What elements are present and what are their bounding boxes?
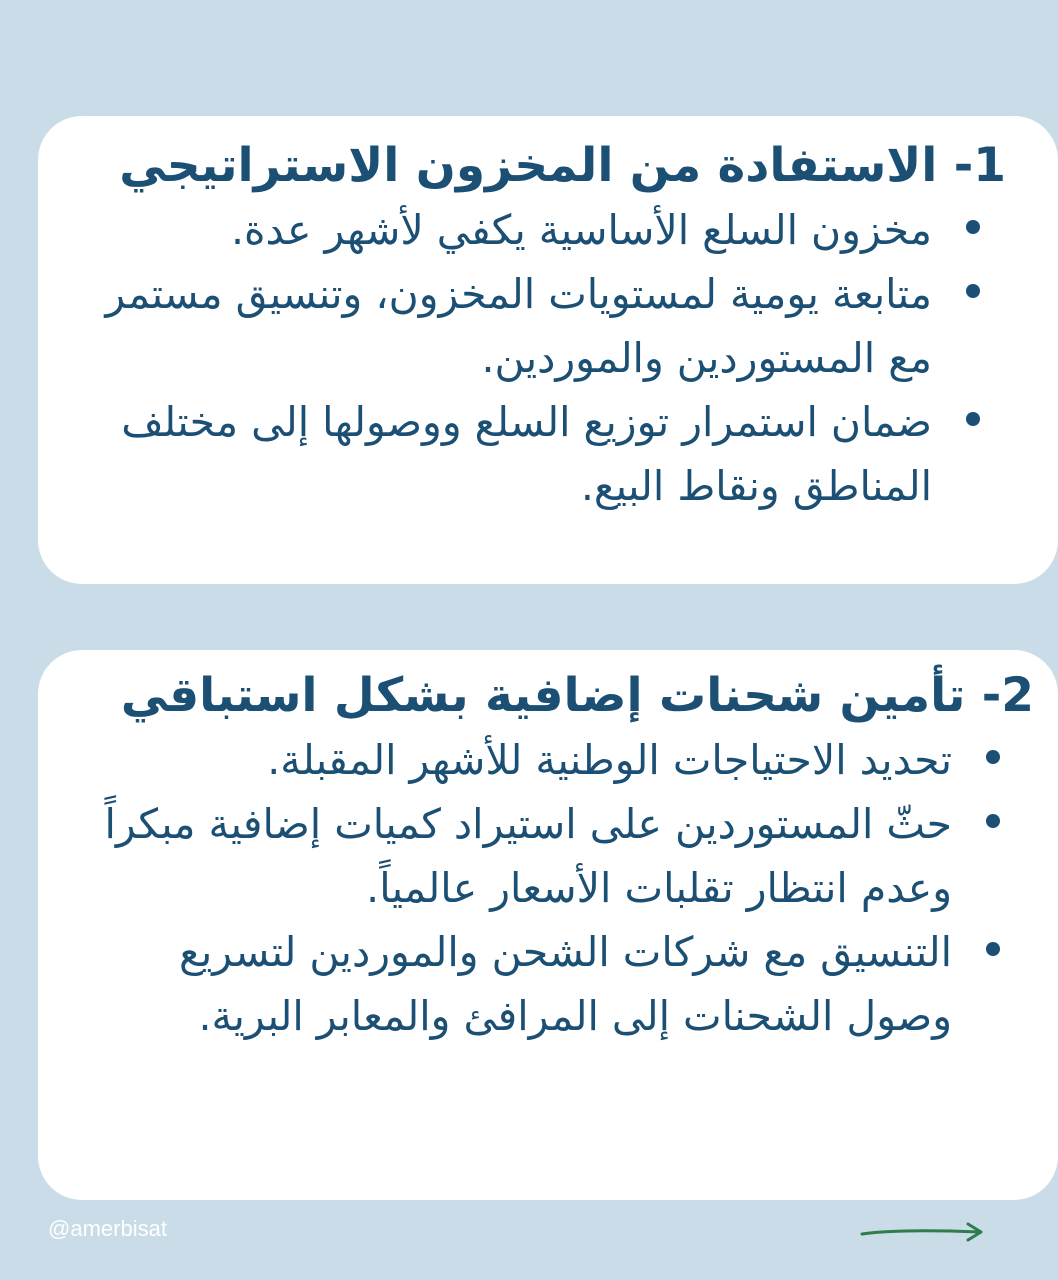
bullet-item bbox=[78, 792, 1034, 920]
bullet-item bbox=[78, 920, 1034, 1048]
bullet-text: تحديد الاحتياجات الوطنية للأشهر المقبلة. bbox=[267, 736, 952, 784]
bullet-text: متابعة يومية لمستويات المخزون، وتنسيق مستمر مع المستوردين والموردين. bbox=[105, 270, 932, 382]
bullet-dot-icon bbox=[966, 220, 980, 234]
section-card-2 bbox=[38, 650, 1058, 1200]
bullet-dot-icon bbox=[966, 284, 980, 298]
bullet-list bbox=[78, 198, 1006, 518]
bullet-list bbox=[78, 728, 1034, 1048]
bullet-item bbox=[78, 262, 1006, 390]
bullet-text: التنسيق مع شركات الشحن والموردين لتسريع وصول الشحنات إلى المرافئ والمعابر البرية. bbox=[179, 928, 952, 1040]
bullet-text: ضمان استمرار توزيع السلع ووصولها إلى مختلف المناطق ونقاط البيع. bbox=[121, 398, 932, 510]
section-card-1 bbox=[38, 116, 1058, 584]
section-title: 2- تأمين شحنات إضافية بشكل استباقي bbox=[120, 668, 1034, 723]
bullet-dot-icon bbox=[986, 942, 1000, 956]
bullet-item bbox=[78, 390, 1006, 518]
bullet-dot-icon bbox=[966, 412, 980, 426]
bullet-dot-icon bbox=[986, 750, 1000, 764]
arrow-right-icon[interactable] bbox=[860, 1220, 984, 1244]
bullet-text: حثّ المستوردين على استيراد كميات إضافية مبكراً وعدم انتظار تقلبات الأسعار عالمياً. bbox=[104, 800, 952, 912]
bullet-item bbox=[78, 198, 1006, 262]
section-title: 1- الاستفادة من المخزون الاستراتيجي bbox=[119, 138, 1006, 193]
bullet-text: مخزون السلع الأساسية يكفي لأشهر عدة. bbox=[230, 206, 932, 254]
bullet-dot-icon bbox=[986, 814, 1000, 828]
author-handle: @amerbisat bbox=[48, 1216, 167, 1241]
bullet-item bbox=[78, 728, 1034, 792]
